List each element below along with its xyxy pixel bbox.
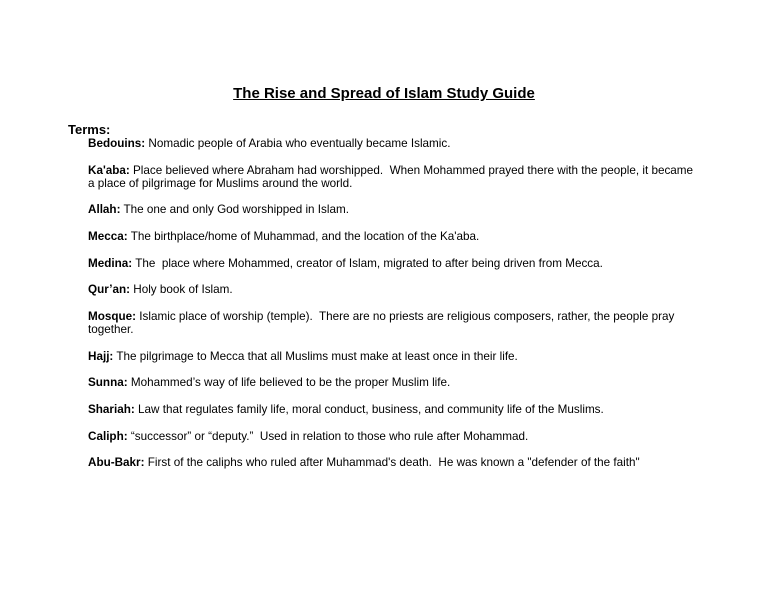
- term-name: Shariah:: [88, 402, 135, 416]
- term-entry: [88, 203, 698, 216]
- term-definition: “successor” or “deputy.” Used in relation to those who rule after Mohammad.: [130, 429, 529, 443]
- term-entry: [88, 257, 698, 270]
- term-name: Qur’an:: [88, 283, 130, 297]
- term-entry: [88, 310, 698, 337]
- term-entry: [88, 456, 698, 469]
- terms-heading: Terms:: [68, 122, 111, 137]
- term-name: Hajj:: [88, 349, 114, 363]
- term-definition: The one and only God worshipped in Islam.: [123, 203, 349, 217]
- term-name: Medina:: [88, 256, 133, 270]
- term-entry: [88, 283, 698, 296]
- term-definition: The place where Mohammed, creator of Islam, migrated to after being driven from Mecca.: [135, 256, 603, 270]
- term-name: Mecca:: [88, 230, 128, 244]
- term-entry: [88, 350, 698, 363]
- term-name: Bedouins:: [88, 137, 146, 150]
- term-entry: [88, 403, 698, 416]
- document-title: The Rise and Spread of Islam Study Guide: [233, 85, 535, 102]
- term-definition: The pilgrimage to Mecca that all Muslims must make at least once in their life.: [116, 349, 518, 363]
- term-entry: [88, 230, 698, 243]
- term-name: Ka'aba:: [88, 163, 130, 177]
- terms-list: [88, 137, 768, 469]
- term-entry: [88, 376, 698, 389]
- term-entry: [88, 137, 698, 150]
- term-definition: Islamic place of worship (temple). There are no priests are religious composers, rather, the people pray together.: [88, 309, 678, 337]
- term-entry: [88, 430, 698, 443]
- term-name: Caliph:: [88, 429, 128, 443]
- term-definition: The birthplace/home of Muhammad, and the location of the Ka'aba.: [130, 230, 480, 244]
- term-definition: Mohammed’s way of life believed to be the proper Muslim life.: [130, 376, 451, 390]
- term-entry: [88, 164, 698, 191]
- term-name: Mosque:: [88, 309, 137, 323]
- term-name: Allah:: [88, 203, 121, 217]
- term-definition: Nomadic people of Arabia who eventually became Islamic.: [148, 137, 451, 150]
- term-definition: Law that regulates family life, moral conduct, business, and community life of the Muslims.: [138, 402, 604, 416]
- term-definition: Holy book of Islam.: [133, 283, 233, 297]
- term-definition: Place believed where Abraham had worshipped. When Mohammed prayed there with the people, it became a place of pilgrimage for Muslims around the world.: [88, 163, 697, 190]
- term-name: Sunna:: [88, 376, 128, 390]
- term-definition: First of the caliphs who ruled after Muhammad's death. He was known a "defender of the faith": [147, 456, 640, 470]
- term-name: Abu-Bakr:: [88, 456, 145, 470]
